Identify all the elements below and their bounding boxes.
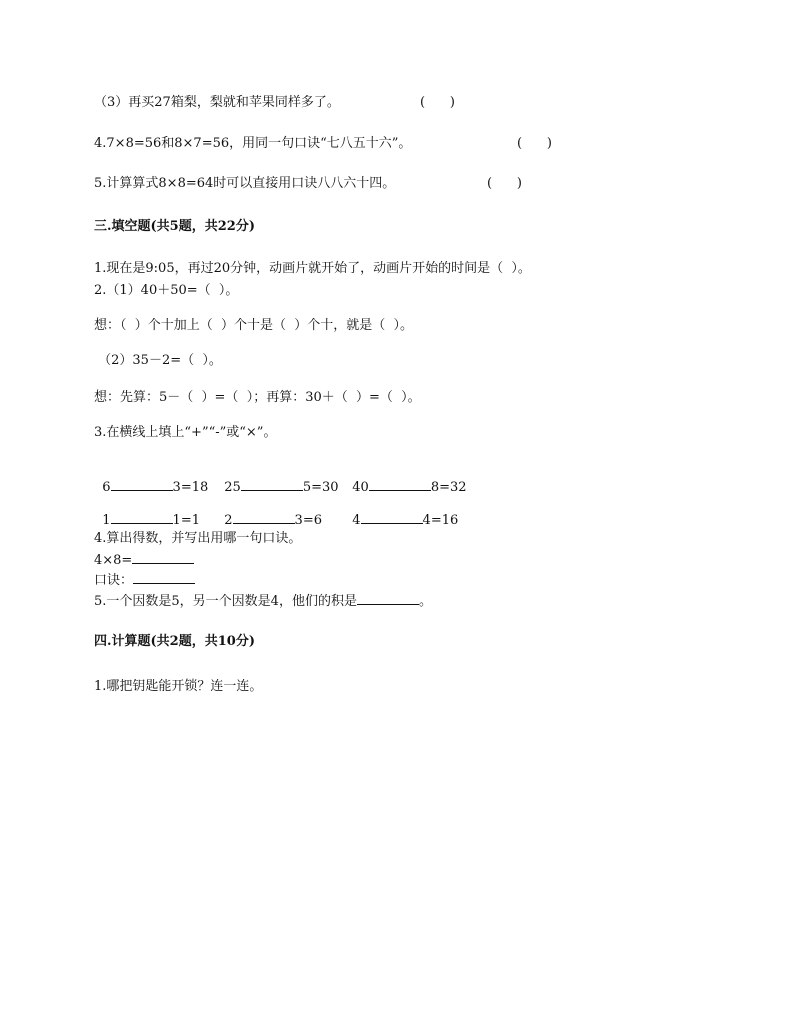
operator-equation: 40 8=32 [352,480,467,495]
fill-question-3: 3.在横线上填上“+”“-”或“×”。 [94,425,277,440]
operator-equation: 2 3=6 [224,513,322,528]
operator-blank[interactable] [369,478,431,491]
operator-blank[interactable] [111,511,173,524]
judge-item-4: 4.7×8=56和8×7=56，用同一句口诀“七八五十六”。 [94,136,412,151]
calc-question-1: 1.哪把钥匙能开锁？连一连。 [94,679,263,694]
operator-row-1 [94,462,467,496]
section-title-fill-in: 三.填空题(共5题，共22分) [94,219,255,234]
operator-equation: 1 1=1 [102,513,200,528]
fill-question-4-koujue: 口诀： [94,571,195,589]
operator-blank[interactable] [111,478,173,491]
fill-question-2-part1: 2.（1）40＋50=（ ）。 [94,283,239,298]
answer-blank[interactable] [133,571,195,584]
judge-item-5: 5.计算算式8×8=64时可以直接用口诀八八六十四。 [94,176,396,191]
judge-answer-blank[interactable]: ( ) [487,176,522,191]
fill-question-4: 4.算出得数，并写出用哪一句口诀。 [94,531,302,546]
operator-row-2 [94,495,458,529]
fill-question-2-part2: （2）35－2=（ ）。 [94,353,222,368]
answer-blank[interactable] [132,551,194,564]
answer-blank[interactable] [357,592,419,605]
judge-answer-blank[interactable]: ( ) [420,95,455,110]
judge-item-3: （3）再买27箱梨，梨就和苹果同样多了。 [94,95,340,110]
operator-blank[interactable] [361,511,423,524]
operator-equation: 4 4=16 [352,513,459,528]
fill-question-1: 1.现在是9:05，再过20分钟，动画片就开始了，动画片开始的时间是（ ）。 [94,261,531,276]
fill-question-4-equation: 4×8= [94,551,194,569]
operator-equation: 25 5=30 [224,480,339,495]
fill-question-5: 5.一个因数是5，另一个因数是4，他们的积是 。 [94,594,432,609]
operator-equation: 6 3=18 [102,480,209,495]
operator-blank[interactable] [233,511,295,524]
fill-question-2-think1: 想：（ ）个十加上（ ）个十是（ ）个十，就是（ ）。 [94,318,414,333]
judge-answer-blank[interactable]: ( ) [517,136,552,151]
section-title-calculation: 四.计算题(共2题，共10分) [94,634,255,649]
fill-question-2-think2: 想：先算：5－（ ）=（ ）；再算：30＋（ ）=（ ）。 [94,390,421,405]
operator-blank[interactable] [241,478,303,491]
